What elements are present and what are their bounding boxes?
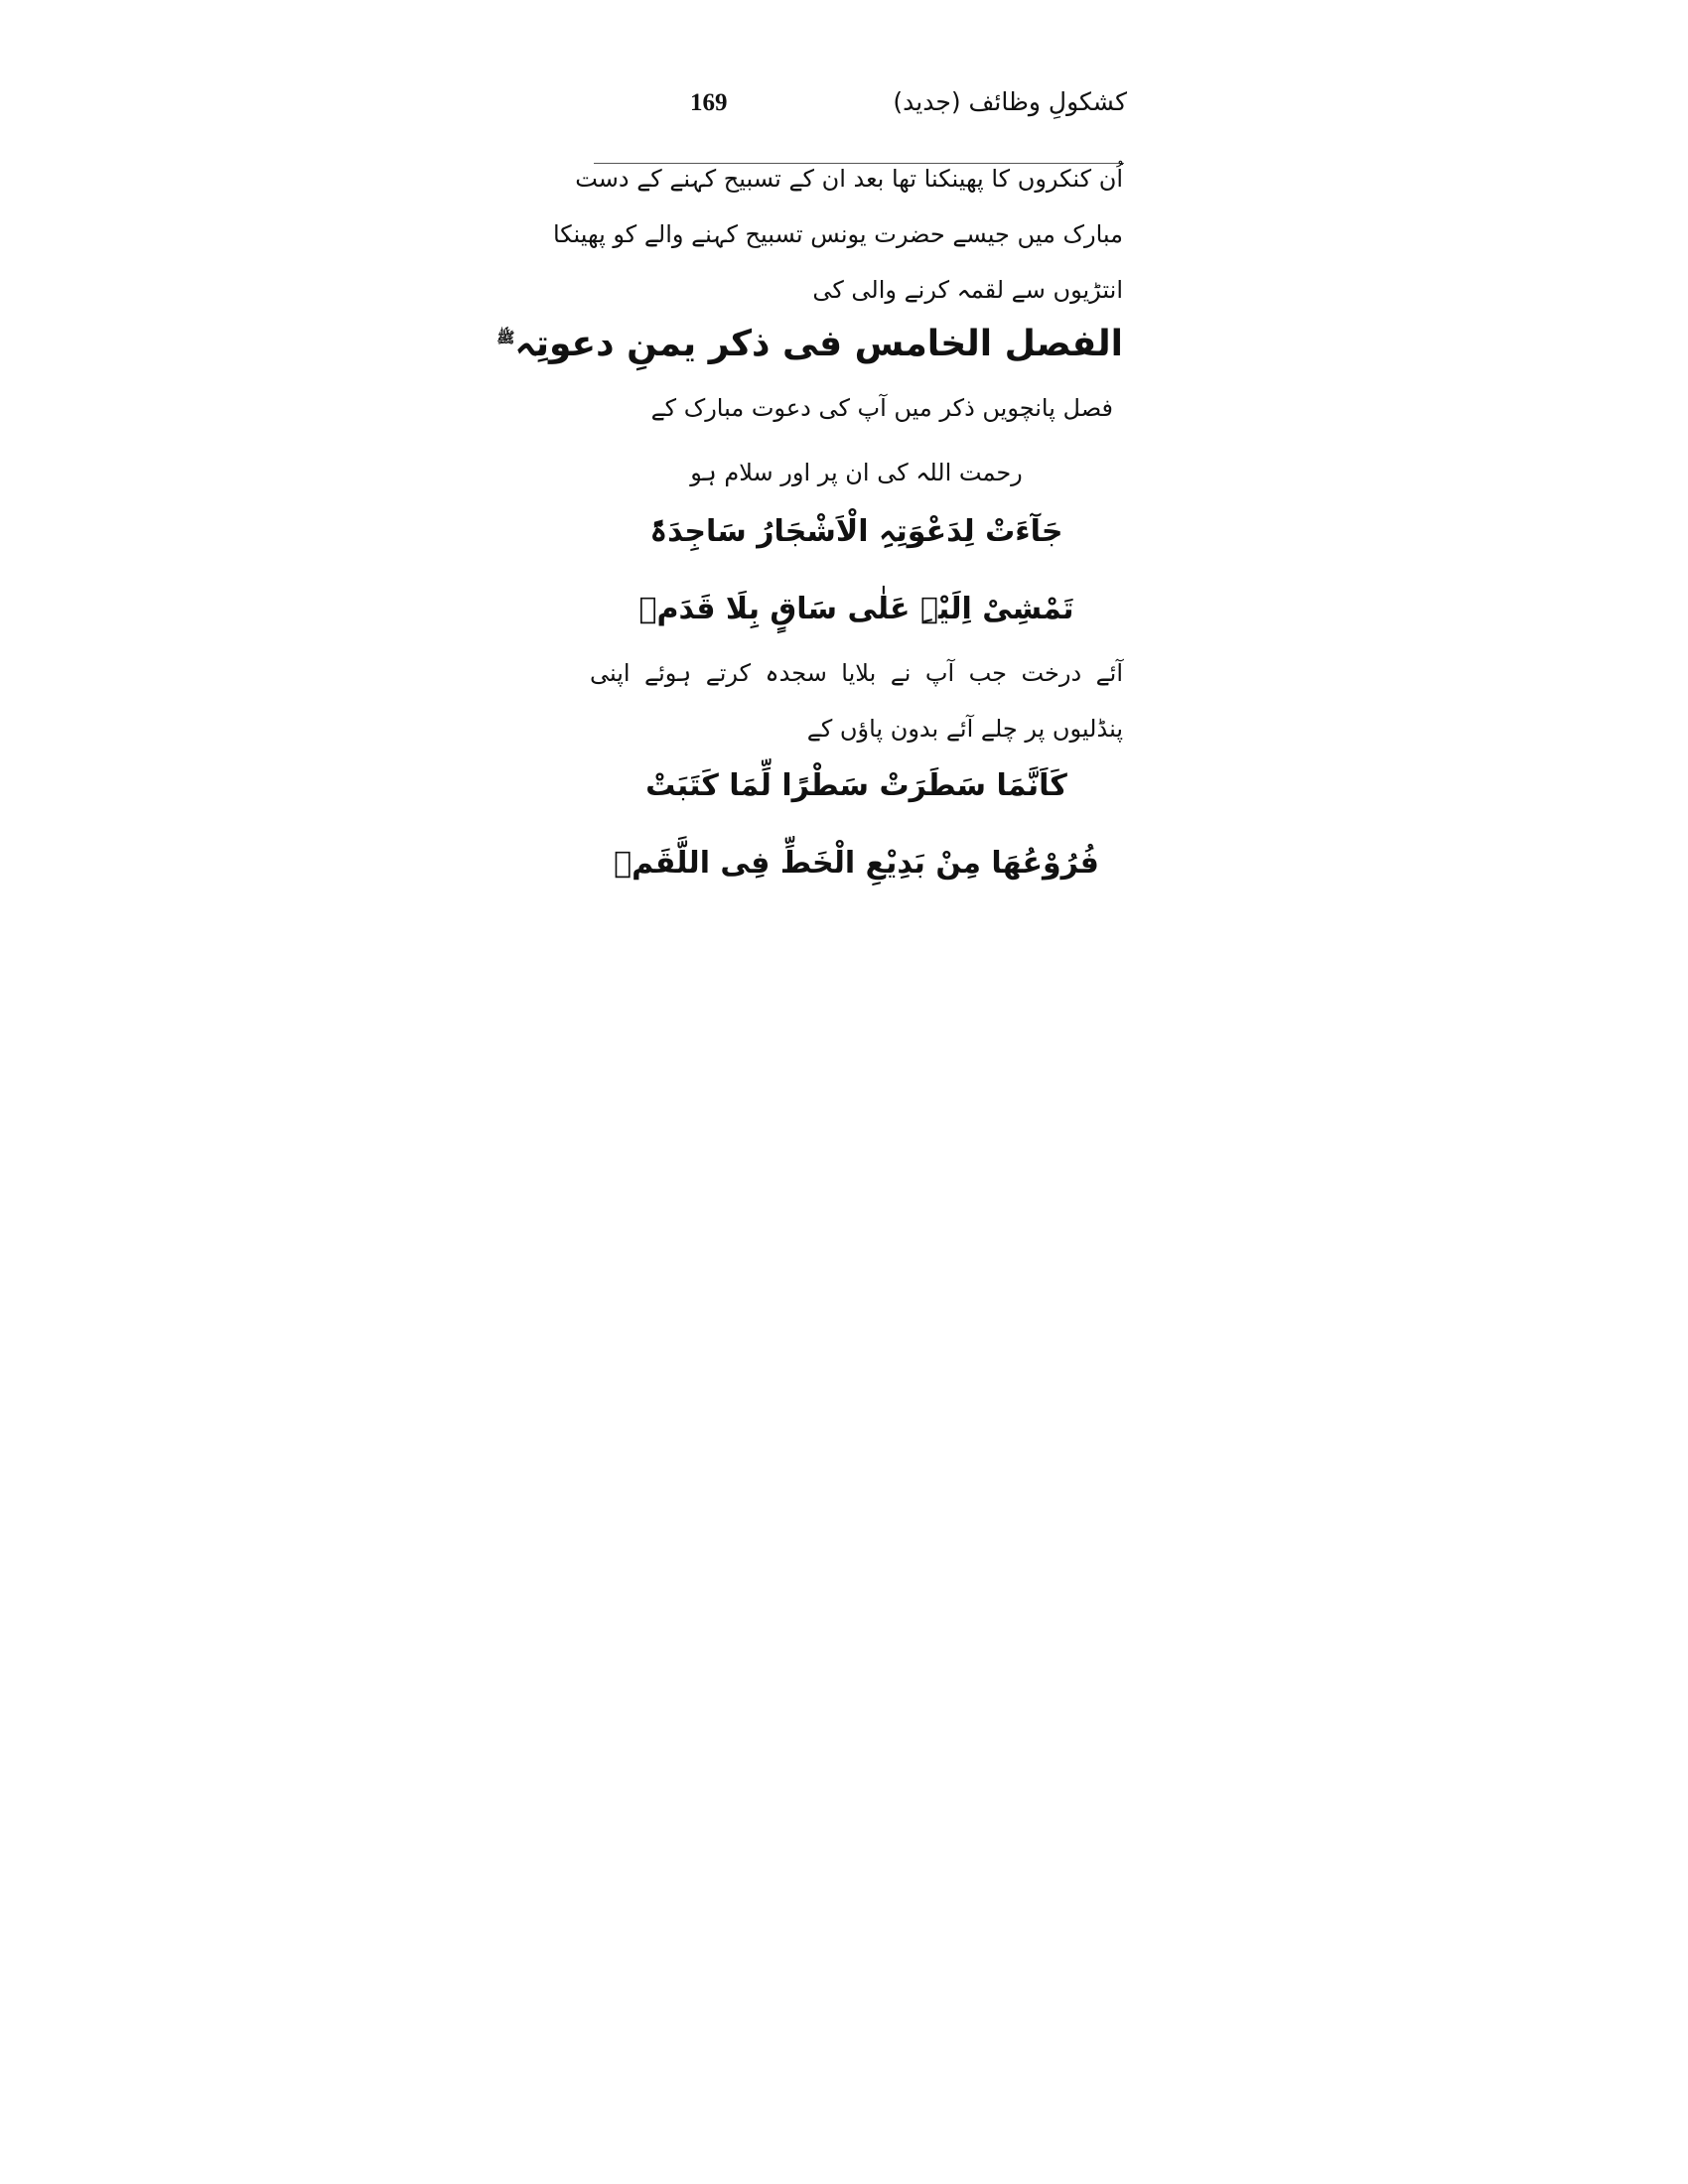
verse-translation-line: پنڈلیوں پر چلے آئے بدون پاؤں کے bbox=[806, 715, 1123, 743]
header-divider bbox=[594, 163, 1124, 164]
paragraph-line: اُن کنکروں کا پھینکنا تھا بعد ان کے تسبیح کہنے کے دست bbox=[575, 165, 1123, 193]
section-translation: فصل پانچویں ذکر میں آپ کی دعوت مبارک کے bbox=[650, 394, 1113, 422]
verse-line: کَاَنَّمَا سَطَرَتْ سَطْرًا لِّمَا کَتَبَتْ bbox=[645, 768, 1067, 803]
verse-translation-line: آئے درخت جب آپ نے بلایا سجدہ کرتے ہوئے اپنی bbox=[590, 659, 1123, 687]
page-text-column bbox=[496, 69, 1127, 943]
honorific-mark: ﷺ bbox=[496, 329, 515, 346]
verse-line: فُرُوْعُھَا مِنْ بَدِیْعِ الْخَطِّ فِی اللَّقَمٖ bbox=[614, 846, 1099, 881]
section-heading bbox=[496, 324, 1123, 364]
running-header bbox=[586, 87, 1127, 147]
verse-line: تَمْشِیْ اِلَیْہِ عَلٰی سَاقٍ بِلَا قَدَمٖ bbox=[638, 592, 1074, 626]
paragraph-line: انتڑیوں سے لقمہ کرنے والی کی bbox=[812, 276, 1123, 304]
section-heading-text: الفصل الخامس فی ذکر یمنِ دعوتِہ bbox=[514, 324, 1123, 364]
paragraph-line: مبارک میں جیسے حضرت یونس تسبیح کہنے والے کو پھینکا bbox=[552, 220, 1123, 248]
book-title: کشکولِ وظائف (جدید) bbox=[893, 87, 1127, 116]
salutation-line: رحمت اللہ کی ان پر اور سلام ہو bbox=[690, 459, 1023, 486]
page-number: 169 bbox=[690, 89, 728, 116]
verse-line: جَآءَتْ لِدَعْوَتِہِ الْاَشْجَارُ سَاجِدَۃً bbox=[649, 514, 1063, 549]
